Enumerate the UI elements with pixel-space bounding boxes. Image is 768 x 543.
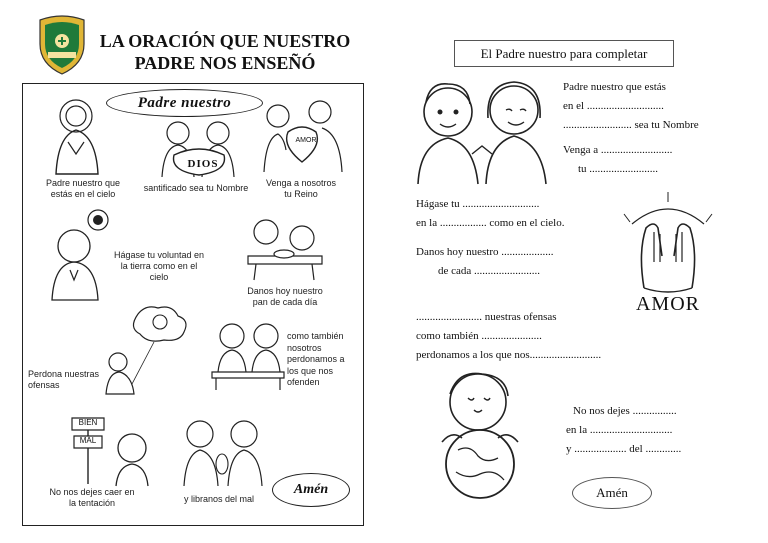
fill-line-11: como también ...................... bbox=[416, 330, 542, 342]
fill-line-14: en la .............................. bbox=[566, 424, 673, 436]
page-title: LA ORACIÓN QUE NUESTRO PADRE NOS ENSEÑÓ bbox=[99, 31, 351, 73]
fill-line-12: perdonamos a los que nos.......................... bbox=[416, 349, 602, 361]
amen-right-oval: Amén bbox=[572, 477, 652, 509]
children-amor-illustration bbox=[260, 98, 344, 174]
caption-libranos: y libranos del mal bbox=[183, 494, 255, 504]
handout-title: El Padre nuestro para completar bbox=[454, 40, 674, 67]
caption-venga: Venga a nosotros tu Reino bbox=[265, 178, 337, 199]
fill-line-15: y ................... del ............. bbox=[566, 443, 682, 455]
caption-hagase: Hágase tu voluntad en la tierra como en el cielo bbox=[113, 250, 205, 282]
boy-globe-illustration bbox=[428, 368, 532, 502]
bien-sign-label: BIEN bbox=[78, 418, 98, 427]
amen-left-oval: Amén bbox=[272, 473, 350, 507]
fill-line-7: en la ................. como en el cielo. bbox=[416, 217, 565, 229]
fill-line-8: Danos hoy nuestro ................... bbox=[416, 246, 554, 258]
fill-line-5: tu ......................... bbox=[578, 163, 659, 175]
jesus-praying-illustration bbox=[42, 96, 112, 176]
fill-line-1: Padre nuestro que estás bbox=[563, 81, 666, 93]
fill-line-3: ......................... sea tu Nombre bbox=[563, 119, 699, 131]
fill-line-13: No nos dejes ................ bbox=[573, 405, 677, 417]
caption-padre-nuestro: Padre nuestro que estás en el cielo bbox=[45, 178, 121, 199]
kneeling-boy-illustration bbox=[94, 304, 194, 398]
caption-perdona: Perdona nuestras ofensas bbox=[28, 369, 100, 390]
amor-label: AMOR bbox=[635, 293, 700, 315]
children-praying-illustration bbox=[178, 418, 268, 488]
padre-nuestro-banner: Padre nuestro bbox=[106, 89, 263, 117]
caption-como-tambien: como también nosotros perdonamos a los que nos ofenden bbox=[287, 331, 345, 387]
school-crest-logo bbox=[36, 14, 88, 76]
fill-line-6: Hágase tu ............................ bbox=[416, 198, 540, 210]
praying-hands-illustration bbox=[614, 192, 722, 296]
caption-no-nos-dejes: No nos dejes caer en la tentación bbox=[49, 487, 135, 508]
fill-line-10: ........................ nuestras ofensas bbox=[416, 311, 557, 323]
amor-heart-label: AMOR bbox=[295, 137, 317, 144]
dios-label: DIOS bbox=[187, 158, 219, 170]
fill-line-9: de cada ........................ bbox=[438, 265, 541, 277]
mal-sign-label: MAL bbox=[79, 436, 97, 445]
children-bread-illustration bbox=[244, 216, 326, 280]
fill-line-2: en el ............................ bbox=[563, 100, 664, 112]
children-bench-illustration bbox=[208, 320, 288, 390]
boy-girl-cartoon bbox=[412, 74, 552, 184]
fill-line-4: Venga a .......................... bbox=[563, 144, 673, 156]
praying-girl-illustration bbox=[40, 208, 112, 302]
caption-danos: Danos hoy nuestro pan de cada día bbox=[247, 286, 323, 307]
caption-santificado: santificado sea tu Nombre bbox=[143, 183, 249, 193]
children-dios-illustration bbox=[156, 117, 242, 183]
